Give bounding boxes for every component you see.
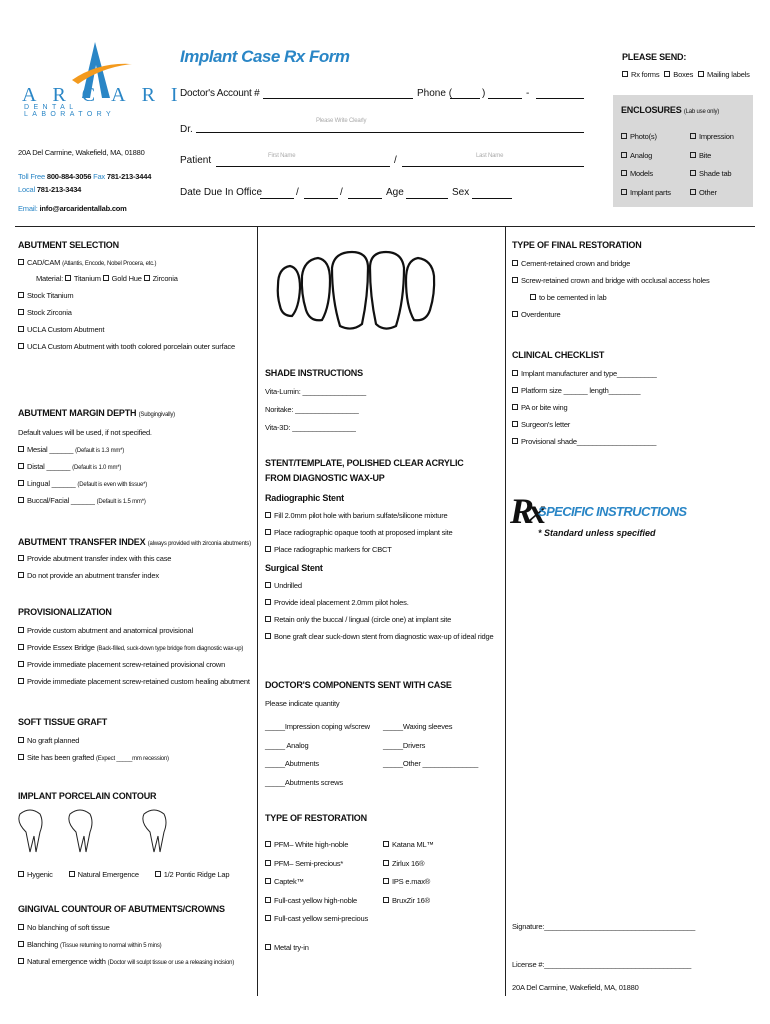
lab-local: Local 781-213-3434 [18, 185, 82, 194]
contour-options [18, 870, 229, 879]
due-month-field[interactable] [260, 198, 294, 199]
specific-instructions-area[interactable] [512, 545, 752, 905]
enclosures-right [690, 128, 734, 202]
due-year-field[interactable] [348, 198, 382, 199]
gingival-title: GINGIVAL COUNTOUR OF ABUTMENTS/CROWNS [18, 904, 225, 914]
clinical-section [512, 350, 757, 446]
surg-option-4[interactable]: Bone graft clear suck-down stent from diagnostic wax-up of ideal ridge [265, 632, 505, 641]
no-blanching-option[interactable]: No blanching of soft tissue [18, 923, 258, 932]
ucla-option[interactable]: UCLA Custom Abutment [18, 325, 254, 334]
phone-area-field[interactable] [450, 98, 480, 99]
pfm-white-option[interactable]: PFM– White high-noble [265, 836, 368, 855]
other-qty[interactable]: _____Other ______________ [383, 759, 479, 768]
impression-coping-qty[interactable]: _____Impression coping w/screw [265, 722, 370, 731]
restoration-right [383, 836, 434, 910]
provisional-title: PROVISIONALIZATION [18, 607, 112, 617]
enclosure-models: Models [621, 165, 671, 184]
phone-prefix-field[interactable] [488, 98, 522, 99]
lab-email[interactable]: Email: info@arcaridentallab.com [18, 204, 127, 213]
logo-name: ARCARI [22, 84, 194, 106]
hygenic-option[interactable]: Hygenic [18, 870, 53, 879]
transfer-title: ABUTMENT TRANSFER INDEX (always provided with zirconia abutments) [18, 537, 251, 547]
radio-option-2[interactable]: Place radiographic opaque tooth at proposed implant site [265, 528, 505, 537]
shade-section [265, 368, 501, 432]
provide-transfer-option[interactable]: Provide abutment transfer index with this case [18, 554, 254, 563]
shade-title: SHADE INSTRUCTIONS [265, 368, 363, 378]
contour-title: IMPLANT PORCELAIN CONTOUR [18, 791, 157, 801]
left-column [18, 240, 254, 351]
patient-last-field[interactable] [402, 166, 584, 167]
due-label: Date Due In Office [180, 187, 263, 198]
material-row: Material: Titanium Gold Hue Zirconia [36, 274, 178, 283]
last-name-hint: Last Name [476, 153, 504, 159]
radiographic-title: Radiographic Stent [265, 493, 344, 503]
abutments-qty[interactable]: _____Abutments [265, 759, 319, 768]
enclosure-shade-tab: Shade tab [690, 165, 734, 184]
clinical-surgeon-letter[interactable]: Surgeon's letter [512, 420, 757, 429]
boxes-checkbox[interactable] [664, 71, 670, 77]
pontic-ridge-option[interactable]: 1/2 Pontic Ridge Lap [155, 870, 230, 879]
write-clearly-hint: Please Write Clearly [316, 118, 367, 124]
final-title: TYPE OF FINAL RESTORATION [512, 240, 642, 250]
specific-title: SPECIFIC INSTRUCTIONS [538, 504, 687, 519]
zirconia-checkbox[interactable] [144, 275, 150, 281]
clinical-pa[interactable]: PA or bite wing [512, 403, 757, 412]
column-divider-left [257, 226, 258, 996]
logo-subtitle: DENTAL LABORATORY [24, 104, 116, 118]
tooth-contour-icons [14, 808, 184, 858]
margin-default: Default values will be used, if not specified. [18, 428, 152, 437]
vita-3d-field[interactable]: Vita-3D: ________________ [265, 423, 356, 432]
enclosures-left [621, 128, 671, 202]
stent-section [265, 458, 505, 641]
radio-option-3[interactable]: Place radiographic markers for CBCT [265, 545, 505, 554]
please-send-options: Rx forms Boxes Mailing labels [622, 70, 750, 79]
components-title: DOCTOR'S COMPONENTS SENT WITH CASE [265, 680, 452, 690]
emax-option[interactable]: IPS e.max® [383, 873, 434, 892]
contour-section [18, 791, 254, 801]
provisional-option-2[interactable]: Provide Essex Bridge (Back-filled, suck-down type bridge from diagnostic wax-up) [18, 643, 254, 652]
titanium-checkbox[interactable] [65, 275, 71, 281]
account-label: Doctor's Account # [180, 88, 260, 99]
surg-option-2[interactable]: Provide ideal placement 2.0mm pilot holes. [265, 598, 505, 607]
surgical-title: Surgical Stent [265, 563, 323, 573]
patient-first-field[interactable] [216, 166, 390, 167]
grafted-option[interactable]: Site has been grafted (Expect _____mm recession) [18, 753, 254, 762]
due-slash-1: / [296, 187, 299, 198]
restoration-title: TYPE OF RESTORATION [265, 813, 367, 823]
phone-dash: - [526, 88, 530, 99]
footer-address: 20A Del Carmine, Wakefield, MA, 01880 [512, 983, 639, 992]
patient-label: Patient [180, 155, 212, 166]
enclosure-bite: Bite [690, 147, 734, 166]
logo [20, 40, 194, 120]
teeth-diagram-icon [268, 240, 448, 340]
please-send-title: PLEASE SEND: [622, 52, 687, 62]
vita-lumin-field[interactable]: Vita-Lumin: ________________ [265, 387, 367, 396]
sex-field[interactable] [472, 198, 512, 199]
cadcam-option[interactable]: CAD/CAM (Atlantis, Encode, Nobel Procera, etc.) [18, 258, 254, 267]
due-slash-2: / [340, 187, 343, 198]
full-cast-semi-option[interactable]: Full-cast yellow semi-precious [265, 910, 368, 929]
enclosure-implant-parts: Implant parts [621, 184, 671, 203]
enclosures-title: ENCLOSURES (Lab use only) [621, 105, 720, 115]
clinical-provisional-shade[interactable]: Provisional shade____________________ [512, 437, 757, 446]
stent-title-1: STENT/TEMPLATE, POLISHED CLEAR ACRYLIC [265, 458, 464, 468]
rx-logo: Rx [510, 491, 541, 531]
restoration-section [265, 813, 505, 823]
mesial-option[interactable]: Mesial ______ (Default is 1.3 mm*) [18, 445, 254, 454]
no-transfer-option[interactable]: Do not provide an abutment transfer index [18, 571, 254, 580]
enclosure-other: Other [690, 184, 734, 203]
account-field[interactable] [263, 98, 413, 99]
specific-subtitle: * Standard unless specified [538, 528, 656, 538]
natural-emergence-option[interactable]: Natural Emergence [69, 870, 139, 879]
provisional-option-3[interactable]: Provide immediate placement screw-retained provisional crown [18, 660, 254, 669]
blanching-option[interactable]: Blanching (Tissue returning to normal within 5 mins) [18, 940, 258, 949]
dr-field[interactable] [196, 132, 584, 133]
column-divider-right [505, 226, 506, 996]
gold-hue-checkbox[interactable] [103, 275, 109, 281]
first-name-hint: First Name [268, 153, 296, 159]
rx-forms-checkbox[interactable] [622, 71, 628, 77]
enclosure-impression: Impression [690, 128, 734, 147]
due-day-field[interactable] [304, 198, 338, 199]
abutment-title: ABUTMENT SELECTION [18, 240, 119, 250]
components-left [265, 718, 370, 792]
dr-label: Dr. [180, 124, 193, 135]
restoration-left [265, 836, 368, 957]
full-cast-noble-option[interactable]: Full-cast yellow high-noble [265, 892, 368, 911]
natural-width-option[interactable]: Natural emergence width (Doctor will sculpt tissue or use a releasing incision) [18, 957, 258, 966]
mailing-labels-checkbox[interactable] [698, 71, 704, 77]
stock-titanium-option[interactable]: Stock Titanium [18, 291, 254, 300]
age-label: Age [386, 187, 404, 198]
phone-label: Phone ( [417, 88, 453, 99]
clinical-title: CLINICAL CHECKLIST [512, 350, 605, 360]
signature-field[interactable]: Signature:______________________________________ [512, 922, 696, 931]
components-right [383, 718, 478, 774]
gingival-section [18, 904, 258, 966]
surg-option-3[interactable]: Retain only the buccal / lingual (circle one) at implant site [265, 615, 505, 624]
cemented-in-lab-option[interactable]: to be cemented in lab [530, 293, 757, 302]
surg-option-1[interactable]: Undrilled [265, 581, 505, 590]
noritake-field[interactable]: Noritake: ________________ [265, 405, 359, 414]
captek-option[interactable]: Captek™ [265, 873, 368, 892]
buccal-option[interactable]: Buccal/Facial ______ (Default is 1.5 mm*) [18, 496, 254, 505]
analog-qty[interactable]: _____ Analog [265, 740, 309, 750]
distal-option[interactable]: Distal ______ (Default is 1.0 mm*) [18, 462, 254, 471]
components-section [265, 680, 505, 708]
lab-address: 20A Del Carmine, Wakefield, MA, 01880 [18, 148, 145, 157]
age-field[interactable] [406, 198, 448, 199]
cement-retained-option[interactable]: Cement-retained crown and bridge [512, 259, 757, 268]
header-divider [15, 226, 755, 227]
components-note: Please indicate quantity [265, 699, 340, 708]
patient-slash: / [394, 155, 397, 166]
bruxzir-option[interactable]: BruxZir 16® [383, 892, 434, 911]
stock-zirconia-option[interactable]: Stock Zirconia [18, 308, 254, 317]
lab-phones: Toll Free 800-884-3056 Fax 781-213-3444 [18, 172, 152, 181]
zirlux-option[interactable]: Zirlux 16® [383, 855, 434, 874]
pfm-semi-option[interactable]: PFM– Semi-precious* [265, 855, 368, 874]
margin-section [18, 408, 254, 505]
provisional-option-4[interactable]: Provide immediate placement screw-retained custom healing abutment [18, 677, 254, 686]
waxing-sleeves-qty[interactable]: _____Waxing sleeves [383, 722, 453, 731]
graft-section [18, 717, 254, 762]
clinical-manufacturer[interactable]: Implant manufacturer and type__________ [512, 369, 757, 378]
final-section [512, 240, 757, 319]
ucla-porcelain-option[interactable]: UCLA Custom Abutment with tooth colored porcelain outer surface [18, 342, 254, 351]
phone-paren: ) [482, 88, 486, 99]
enclosure-analog: Analog [621, 147, 671, 166]
provisional-option-1[interactable]: Provide custom abutment and anatomical provisional [18, 626, 254, 635]
license-field[interactable]: License #:_____________________________________ [512, 960, 692, 969]
provisional-section [18, 607, 254, 686]
sex-label: Sex [452, 187, 470, 198]
graft-title: SOFT TISSUE GRAFT [18, 717, 108, 727]
metal-try-in-option[interactable]: Metal try-in [265, 939, 368, 958]
overdenture-option[interactable]: Overdenture [512, 310, 757, 319]
phone-number-field[interactable] [536, 98, 584, 99]
enclosure-photos: Photo(s) [621, 128, 671, 147]
clinical-platform[interactable]: Platform size ______ length________ [512, 386, 757, 395]
drivers-qty[interactable]: _____Drivers [383, 740, 426, 750]
no-graft-option[interactable]: No graft planned [18, 736, 254, 745]
abutment-screws-qty[interactable]: _____Abutments screws [265, 777, 343, 787]
screw-retained-option[interactable]: Screw-retained crown and bridge with occlusal access holes [512, 276, 757, 285]
margin-title: ABUTMENT MARGIN DEPTH (Subgingivally) [18, 408, 175, 418]
stent-title-2: FROM DIAGNOSTIC WAX-UP [265, 473, 385, 483]
lingual-option[interactable]: Lingual ______ (Default is even with tissue*) [18, 479, 254, 488]
form-title: Implant Case Rx Form [180, 47, 350, 66]
katana-option[interactable]: Katana ML™ [383, 836, 434, 855]
transfer-section [18, 537, 254, 580]
radio-option-1[interactable]: Fill 2.0mm pilot hole with barium sulfate/silicone mixture [265, 511, 505, 520]
